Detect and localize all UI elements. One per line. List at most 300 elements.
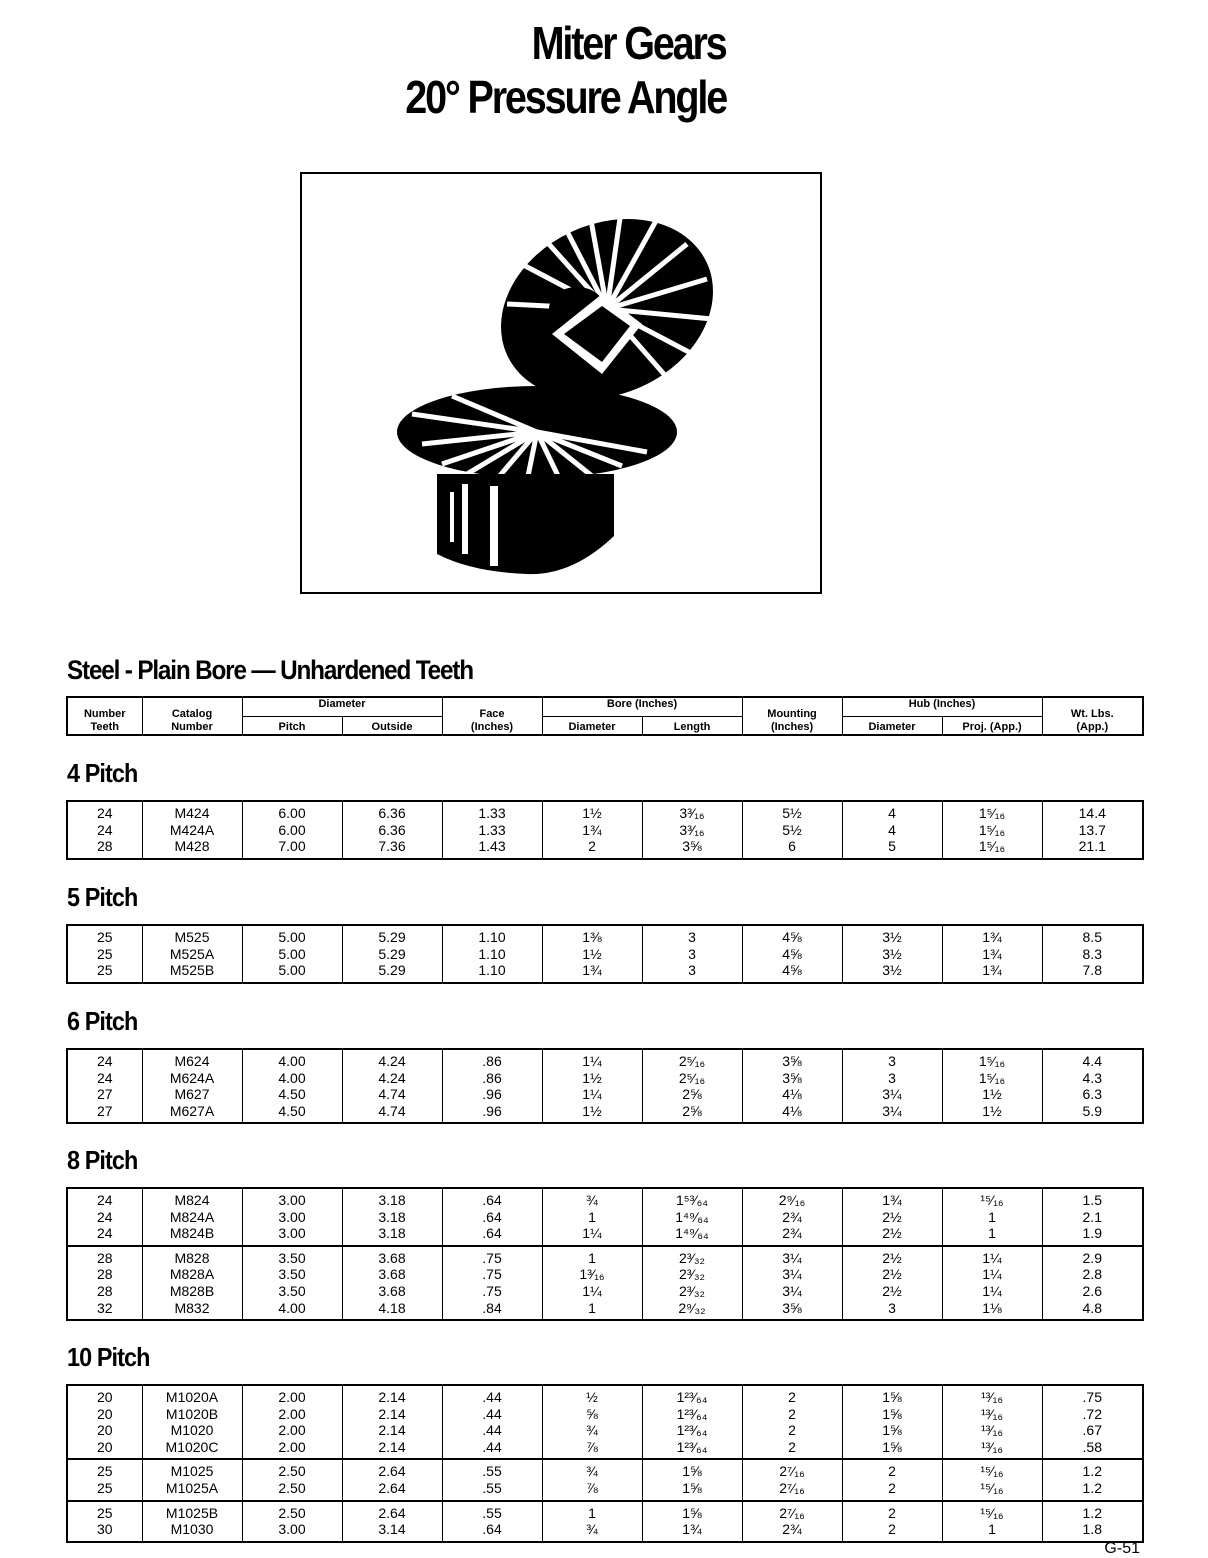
table-cell: 1 (542, 1300, 642, 1321)
table-cell: 3½ (842, 925, 942, 946)
table-cell: 3.68 (342, 1246, 442, 1267)
table-cell: 3 (642, 946, 742, 963)
table-cell: 1.2 (1042, 1459, 1143, 1480)
table-cell: 2½ (842, 1246, 942, 1267)
table-cell: 24 (96, 1208, 113, 1225)
table-cell: 5.29 (342, 925, 442, 946)
table-cell: 2⅝ (642, 1086, 742, 1103)
table-cell: 3 (842, 1070, 942, 1087)
table-cell: 2³⁄₃₂ (642, 1266, 742, 1283)
table-cell: 3³⁄₁₆ (642, 801, 742, 822)
table-cell: 7.8 (1042, 962, 1143, 983)
table-cell: .86 (442, 1049, 542, 1070)
table-row (67, 946, 1143, 963)
table-cell: 1⁴⁹⁄₆₄ (642, 1209, 742, 1226)
table-cell: 1 (942, 1521, 1042, 1542)
table-cell: 2⁹⁄₃₂ (642, 1300, 742, 1321)
table-cell: M828B (142, 1283, 242, 1300)
table-cell: 2.00 (242, 1406, 342, 1423)
table-cell: 3.00 (242, 1188, 342, 1209)
table-row (67, 1266, 1143, 1283)
table-cell: .64 (442, 1209, 542, 1226)
table-cell: 5.29 (342, 962, 442, 983)
table-row (67, 1439, 1143, 1460)
pitch-table (66, 1384, 1144, 1543)
table-cell: 3 (642, 962, 742, 983)
table-cell: M624 (142, 1049, 242, 1070)
pitch-heading: 4 Pitch (67, 758, 138, 788)
table-cell: M1020B (142, 1406, 242, 1423)
table-cell: M1025A (142, 1480, 242, 1501)
table-cell: 1.9 (1042, 1225, 1143, 1246)
table-cell: 3.14 (342, 1521, 442, 1542)
table-cell: 3⅝ (742, 1070, 842, 1087)
table-cell: 1½ (942, 1103, 1042, 1124)
table-cell: 1¾ (542, 962, 642, 983)
table-cell: .64 (442, 1188, 542, 1209)
table-cell: 6.00 (242, 801, 342, 822)
table-cell: 1¾ (942, 962, 1042, 983)
table-cell: 1 (942, 1225, 1042, 1246)
table-cell: 3.50 (242, 1283, 342, 1300)
table-cell: 3³⁄₁₆ (642, 822, 742, 839)
table-cell: 3⅝ (642, 838, 742, 859)
table-cell: M828A (142, 1266, 242, 1283)
table-cell: 1½ (542, 1070, 642, 1087)
table-cell: 2.50 (242, 1480, 342, 1501)
table-cell: 1 (542, 1246, 642, 1267)
table-cell: ¾ (542, 1521, 642, 1542)
table-cell: 3¼ (842, 1086, 942, 1103)
table-cell: .96 (442, 1103, 542, 1124)
table-cell: 2¾ (742, 1521, 842, 1542)
table-cell: .55 (442, 1459, 542, 1480)
table-cell: ¹⁵⁄₁₆ (942, 1188, 1042, 1209)
table-cell: 25 (67, 1459, 142, 1480)
table-cell: .75 (442, 1266, 542, 1283)
table-cell: .44 (442, 1439, 542, 1460)
table-cell: 2¾ (742, 1209, 842, 1226)
table-cell: 2³⁄₃₂ (642, 1246, 742, 1267)
table-cell: 2.00 (242, 1385, 342, 1406)
pitch-table (66, 924, 1144, 984)
table-cell: .44 (442, 1406, 542, 1423)
table-cell: 24 (96, 1069, 113, 1086)
table-cell: 3½ (842, 946, 942, 963)
table-cell: 24 (96, 805, 113, 821)
table-cell: 3¼ (742, 1266, 842, 1283)
table-cell: 2⁵⁄₁₆ (642, 1049, 742, 1070)
table-cell: 2½ (842, 1209, 942, 1226)
table-cell: 2.14 (342, 1422, 442, 1439)
table-cell: 1⁵⁄₁₆ (942, 838, 1042, 859)
table-cell: 2½ (842, 1266, 942, 1283)
table-cell: 2.1 (1042, 1209, 1143, 1226)
table-cell: 6.36 (342, 801, 442, 822)
col-weight: Wt. Lbs. (App.) (1042, 697, 1143, 735)
pitch-heading: 5 Pitch (67, 882, 138, 912)
table-cell: 30 (96, 1521, 113, 1538)
table-cell: M627 (142, 1086, 242, 1103)
table-cell: 2⁵⁄₁₆ (642, 1070, 742, 1087)
table-cell: 32 (96, 1299, 113, 1316)
table-cell: 2.8 (1042, 1266, 1143, 1283)
table-cell: M1025B (142, 1501, 242, 1522)
table-cell: 1.2 (1042, 1501, 1143, 1522)
table-cell: 4⅝ (742, 962, 842, 983)
pitch-heading: 8 Pitch (67, 1145, 138, 1175)
table-cell: M525B (142, 962, 242, 983)
table-cell: 1⅜ (542, 925, 642, 946)
table-cell: 20 (96, 1438, 113, 1455)
table-cell: 1½ (542, 1103, 642, 1124)
table-cell: 2 (742, 1422, 842, 1439)
table-cell: 8.3 (1042, 946, 1143, 963)
table-cell: 2.00 (242, 1439, 342, 1460)
table-cell: 2 (842, 1521, 942, 1542)
table-cell: 4.74 (342, 1103, 442, 1124)
table-cell: 5.9 (1042, 1103, 1143, 1124)
table-cell: .44 (442, 1422, 542, 1439)
table-cell: 1.33 (442, 822, 542, 839)
table-cell: 28 (96, 1266, 113, 1283)
table-cell: M824A (142, 1209, 242, 1226)
table-cell: .86 (442, 1070, 542, 1087)
table-cell: 1²³⁄₆₄ (642, 1406, 742, 1423)
table-cell: 2.14 (342, 1385, 442, 1406)
table-cell: .55 (442, 1480, 542, 1501)
table-cell: 5.29 (342, 946, 442, 963)
table-row (67, 1188, 1143, 1209)
table-cell: .96 (442, 1086, 542, 1103)
pitch-heading: 10 Pitch (67, 1342, 150, 1372)
table-cell: 2⁷⁄₁₆ (742, 1480, 842, 1501)
table-cell: 3.18 (342, 1209, 442, 1226)
table-cell: 1.10 (442, 925, 542, 946)
table-cell: 3.18 (342, 1188, 442, 1209)
table-cell: 5.00 (242, 946, 342, 963)
table-cell: 1.43 (442, 838, 542, 859)
table-cell: 5½ (742, 801, 842, 822)
table-cell: 3¼ (742, 1246, 842, 1267)
table-cell: M1020A (142, 1385, 242, 1406)
table-row (67, 822, 1143, 839)
table-cell: M828 (142, 1246, 242, 1267)
table-cell: 1⅝ (642, 1459, 742, 1480)
table-cell: ¹⁵⁄₁₆ (942, 1501, 1042, 1522)
pitch-table (66, 1187, 1144, 1321)
table-cell: 1⅝ (842, 1422, 942, 1439)
col-bore-length: Length (642, 716, 742, 735)
table-cell: 1³⁄₁₆ (542, 1266, 642, 1283)
table-cell: 3.50 (242, 1246, 342, 1267)
table-row (67, 1385, 1143, 1406)
table-cell: 4.74 (342, 1086, 442, 1103)
table-cell: 1½ (542, 946, 642, 963)
table-cell: 14.4 (1042, 801, 1143, 822)
table-row (67, 1501, 1143, 1522)
table-cell: 1 (542, 1501, 642, 1522)
table-cell: M525A (142, 946, 242, 963)
table-row (67, 1422, 1143, 1439)
table-cell: 2 (742, 1406, 842, 1423)
table-cell: 2.9 (1042, 1246, 1143, 1267)
table-cell: .55 (442, 1501, 542, 1522)
section-title: Steel - Plain Bore — Unhardened Teeth (67, 655, 473, 685)
table-cell: 2.00 (242, 1422, 342, 1439)
table-cell: 3.68 (342, 1266, 442, 1283)
table-cell: 3¼ (742, 1283, 842, 1300)
table-cell: 4.4 (1042, 1049, 1143, 1070)
table-cell: 25 (96, 962, 113, 979)
table-row (67, 1246, 1143, 1267)
table-cell: 1⁴⁹⁄₆₄ (642, 1225, 742, 1246)
table-cell: 4.18 (342, 1300, 442, 1321)
table-cell: 20 (96, 1422, 113, 1439)
table-row (67, 801, 1143, 822)
table-cell: 2.64 (342, 1501, 442, 1522)
table-header (66, 696, 1144, 736)
table-cell: 5.00 (242, 925, 342, 946)
table-cell: ¾ (542, 1422, 642, 1439)
table-cell: 1²³⁄₆₄ (642, 1422, 742, 1439)
pitch-table (66, 800, 1144, 860)
table-cell: 6.3 (1042, 1086, 1143, 1103)
table-cell: 1¾ (542, 822, 642, 839)
table-cell: 2 (842, 1480, 942, 1501)
table-cell: 1⅝ (842, 1406, 942, 1423)
table-cell: 6.36 (342, 822, 442, 839)
col-number-teeth: Number Teeth (83, 708, 126, 733)
table-cell: M1020 (142, 1422, 242, 1439)
page-subtitle: 20° Pressure Angle (405, 71, 726, 123)
table-cell: ¹³⁄₁₆ (942, 1422, 1042, 1439)
table-cell: 2 (742, 1439, 842, 1460)
table-cell: 7.36 (342, 838, 442, 859)
table-cell: .84 (442, 1300, 542, 1321)
table-cell: 28 (96, 838, 113, 855)
table-row (67, 1283, 1143, 1300)
table-cell: 1½ (542, 801, 642, 822)
table-cell: 2⁷⁄₁₆ (742, 1501, 842, 1522)
table-cell: M627A (142, 1103, 242, 1124)
table-cell: 1¼ (942, 1266, 1042, 1283)
table-cell: 1⅝ (642, 1480, 742, 1501)
table-cell: 3⅝ (742, 1049, 842, 1070)
table-cell: 1²³⁄₆₄ (642, 1439, 742, 1460)
table-cell: 3⅝ (742, 1300, 842, 1321)
col-hub-proj: Proj. (App.) (942, 716, 1042, 735)
table-cell: 24 (96, 1192, 113, 1208)
table-cell: 1¾ (942, 925, 1042, 946)
table-row (67, 1049, 1143, 1070)
table-cell: 1⁵⁄₁₆ (942, 1049, 1042, 1070)
table-cell: 2³⁄₃₂ (642, 1283, 742, 1300)
table-cell: ¾ (542, 1188, 642, 1209)
table-cell: 25 (67, 1501, 142, 1522)
table-cell: M525 (142, 925, 242, 946)
table-cell: 1.8 (1042, 1521, 1143, 1542)
table-cell: 25 (96, 945, 113, 962)
table-cell: 24 (96, 821, 113, 838)
table-cell: 2.64 (342, 1459, 442, 1480)
col-bore: Bore (Inches) (542, 697, 742, 716)
table-cell: 4.24 (342, 1049, 442, 1070)
table-cell: M428 (142, 838, 242, 859)
table-cell: 1¼ (542, 1225, 642, 1246)
table-cell: 7.00 (242, 838, 342, 859)
table-cell: .75 (442, 1283, 542, 1300)
table-cell: 1 (542, 1209, 642, 1226)
table-cell: 1¾ (642, 1521, 742, 1542)
table-row (67, 1225, 1143, 1246)
table-cell: 2⁹⁄₁₆ (742, 1188, 842, 1209)
table-cell: 4.00 (242, 1070, 342, 1087)
table-row (67, 838, 1143, 859)
table-row (67, 1406, 1143, 1423)
table-cell: 1⅝ (642, 1501, 742, 1522)
table-cell: 1⅝ (842, 1439, 942, 1460)
table-cell: .64 (442, 1521, 542, 1542)
table-cell: 1 (942, 1209, 1042, 1226)
table-cell: 2 (842, 1501, 942, 1522)
table-cell: 1.5 (1042, 1188, 1143, 1209)
table-cell: 1.10 (442, 962, 542, 983)
table-cell: 3 (842, 1300, 942, 1321)
table-cell: .75 (442, 1246, 542, 1267)
table-cell: 4⅛ (742, 1103, 842, 1124)
table-cell: 2.50 (242, 1501, 342, 1522)
col-diameter: Diameter (242, 697, 442, 716)
table-cell: 3.00 (242, 1209, 342, 1226)
table-cell: ¹³⁄₁₆ (942, 1439, 1042, 1460)
table-cell: 3.00 (242, 1521, 342, 1542)
table-cell: 1⁵⁄₁₆ (942, 801, 1042, 822)
table-cell: 27 (96, 1102, 113, 1119)
table-cell: 1.33 (442, 801, 542, 822)
table-cell: 25 (96, 929, 113, 945)
table-cell: 1¼ (542, 1049, 642, 1070)
col-pitch: Pitch (242, 716, 342, 735)
table-cell: 2.14 (342, 1406, 442, 1423)
table-cell: 8.5 (1042, 925, 1143, 946)
table-cell: 1⁵⁄₁₆ (942, 1070, 1042, 1087)
col-bore-diameter: Diameter (542, 716, 642, 735)
table-cell: 1¼ (542, 1086, 642, 1103)
table-cell: 2.6 (1042, 1283, 1143, 1300)
table-cell: 27 (96, 1086, 113, 1103)
table-cell: 6 (742, 838, 842, 859)
table-cell: .64 (442, 1225, 542, 1246)
table-cell: 5½ (742, 822, 842, 839)
table-cell: M624A (142, 1070, 242, 1087)
table-row (67, 1103, 1143, 1124)
table-cell: 6.00 (242, 822, 342, 839)
table-cell: 1.2 (1042, 1480, 1143, 1501)
table-cell: .67 (1042, 1422, 1143, 1439)
col-catalog-number: Catalog Number (142, 697, 242, 735)
table-row (67, 1209, 1143, 1226)
table-cell: M832 (142, 1300, 242, 1321)
table-cell: 2.50 (242, 1459, 342, 1480)
page-title: Miter Gears (531, 17, 726, 69)
table-row (67, 1459, 1143, 1480)
table-cell: ¹³⁄₁₆ (942, 1385, 1042, 1406)
table-cell: ⅝ (542, 1406, 642, 1423)
table-cell: 2 (542, 838, 642, 859)
table-cell: 1⁵⁄₁₆ (942, 822, 1042, 839)
table-cell: 3 (842, 1049, 942, 1070)
table-cell: 4⅛ (742, 1086, 842, 1103)
table-cell: ¹⁵⁄₁₆ (942, 1459, 1042, 1480)
table-cell: 25 (96, 1479, 113, 1496)
table-cell: .75 (1042, 1385, 1143, 1406)
col-mounting: Mounting (Inches) (742, 697, 842, 735)
table-row (67, 1070, 1143, 1087)
table-cell: .44 (442, 1385, 542, 1406)
table-cell: 4.50 (242, 1103, 342, 1124)
table-cell: 1⅝ (842, 1385, 942, 1406)
gear-illustration-frame (300, 172, 822, 594)
table-cell: ¹³⁄₁₆ (942, 1406, 1042, 1423)
table-cell: 2 (742, 1385, 842, 1406)
table-row (67, 962, 1143, 983)
table-cell: 1⅛ (942, 1300, 1042, 1321)
table-cell: ⅞ (542, 1439, 642, 1460)
col-hub: Hub (Inches) (842, 697, 1042, 716)
table-cell: ¾ (542, 1459, 642, 1480)
table-cell: 3.50 (242, 1266, 342, 1283)
pitch-heading: 6 Pitch (67, 1006, 138, 1036)
table-cell: 1¼ (942, 1283, 1042, 1300)
table-row (67, 925, 1143, 946)
table-cell: 1¾ (942, 946, 1042, 963)
table-cell: 4 (842, 801, 942, 822)
table-cell: M824B (142, 1225, 242, 1246)
table-cell: ½ (542, 1385, 642, 1406)
table-cell: 5.00 (242, 962, 342, 983)
table-cell: 20 (96, 1389, 113, 1405)
table-cell: M1030 (142, 1521, 242, 1542)
table-cell: M424 (142, 801, 242, 822)
table-row (67, 1521, 1143, 1542)
table-cell: 1⁵³⁄₆₄ (642, 1188, 742, 1209)
table-cell: 4.00 (242, 1049, 342, 1070)
table-cell: M424A (142, 822, 242, 839)
table-cell: 2.64 (342, 1480, 442, 1501)
table-cell: 2¾ (742, 1225, 842, 1246)
table-cell: 3.18 (342, 1225, 442, 1246)
col-outside: Outside (342, 716, 442, 735)
table-cell: 2 (842, 1459, 942, 1480)
table-cell: 4.24 (342, 1070, 442, 1087)
table-cell: 2½ (842, 1225, 942, 1246)
table-cell: ¹⁵⁄₁₆ (942, 1480, 1042, 1501)
table-cell: 3 (642, 925, 742, 946)
table-cell: 1¼ (542, 1283, 642, 1300)
table-cell: 1²³⁄₆₄ (642, 1385, 742, 1406)
table-cell: 4.50 (242, 1086, 342, 1103)
table-cell: 28 (96, 1282, 113, 1299)
table-cell: 3¼ (842, 1103, 942, 1124)
table-cell: M1020C (142, 1439, 242, 1460)
table-cell: 13.7 (1042, 822, 1143, 839)
miter-gear-image (302, 174, 820, 592)
table-cell: 24 (96, 1053, 113, 1069)
table-cell: 20 (96, 1405, 113, 1422)
table-cell: 28 (67, 1246, 142, 1267)
table-cell: 1¾ (842, 1188, 942, 1209)
